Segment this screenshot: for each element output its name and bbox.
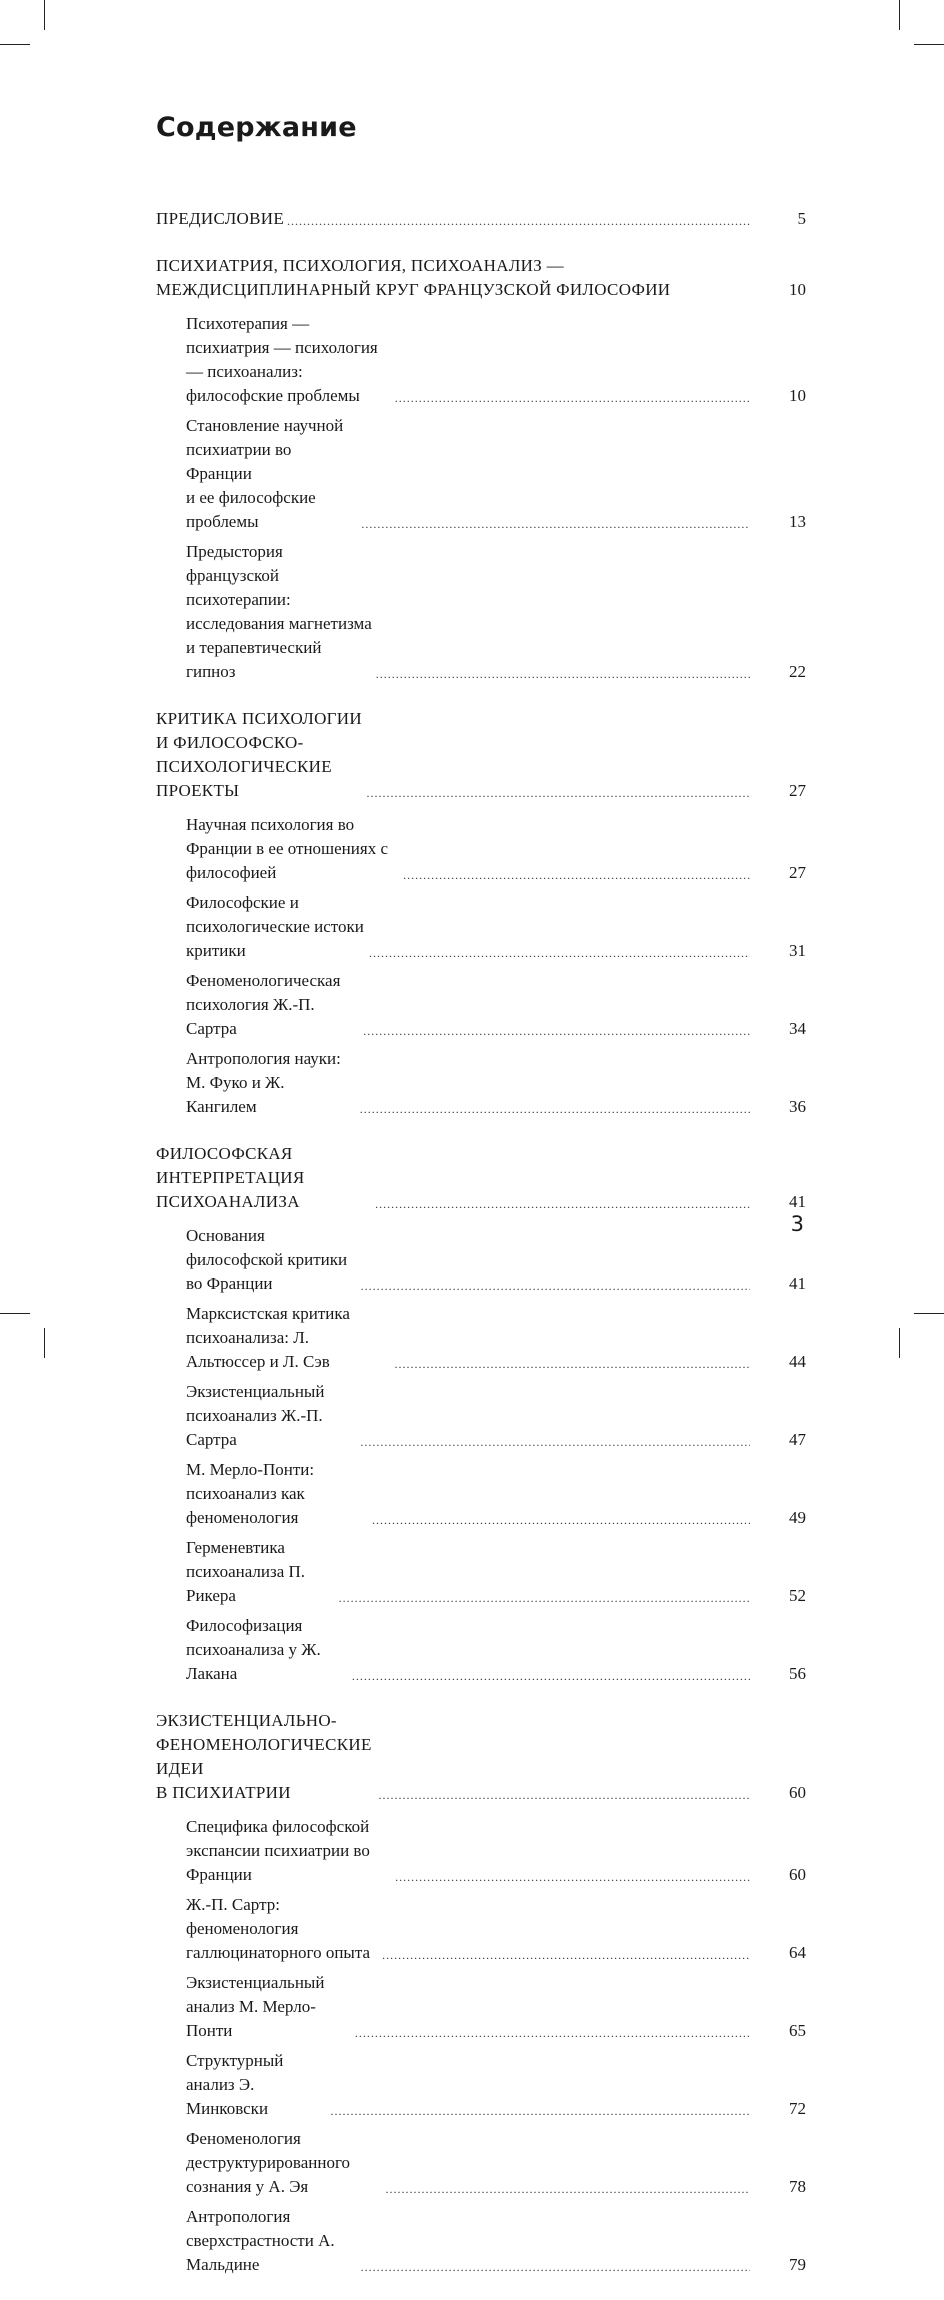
- toc-subentry-title: Основания философской критики во Франции: [186, 1226, 348, 1293]
- toc-section: [156, 207, 806, 231]
- dot-leader: [361, 1281, 750, 1291]
- toc-subentry[interactable]: [156, 969, 806, 1041]
- toc-page-number: 31: [789, 941, 806, 960]
- toc-subentry[interactable]: [156, 891, 806, 963]
- dot-leader: [363, 1026, 750, 1036]
- toc-page-number: 27: [789, 863, 806, 882]
- toc-page-number: 41: [789, 1274, 806, 1293]
- toc-page-number: 60: [789, 1865, 806, 1884]
- dot-leader: [372, 1515, 750, 1525]
- crop-mark: [0, 1313, 30, 1314]
- toc-subentry[interactable]: [156, 2049, 806, 2121]
- toc-subentry[interactable]: [156, 1971, 806, 2043]
- toc-section: [156, 1709, 806, 2277]
- crop-mark: [899, 0, 900, 30]
- dot-leader: [330, 2106, 750, 2116]
- dot-leader: [361, 2262, 750, 2272]
- toc-page-number: 10: [789, 280, 806, 299]
- page-number: 3: [790, 1212, 804, 1236]
- toc-subentry[interactable]: [156, 312, 806, 408]
- toc-section: [156, 1142, 806, 1686]
- toc-subentry-title: Психотерапия — психиатрия — психология — психоанализ: философские проблемы: [186, 314, 378, 405]
- dot-leader: [403, 870, 750, 880]
- dot-leader: [360, 1437, 750, 1447]
- toc-page-number: 27: [789, 781, 806, 800]
- toc-subentry-title: Специфика философской экспансии психиатрии во Франции: [186, 1817, 370, 1884]
- toc-subentry-title: Антропология науки: М. Фуко и Ж. Кангилем: [186, 1049, 341, 1116]
- toc-subentry-title: Предыстория французской психотерапии: исследования магнетизма и терапевтический гипноз: [186, 542, 372, 681]
- table-of-contents: [156, 207, 806, 2300]
- crop-mark: [914, 1313, 944, 1314]
- toc-page-number: 5: [797, 209, 806, 228]
- crop-mark: [0, 44, 30, 45]
- dot-leader: [382, 1950, 750, 1960]
- toc-page-number: 41: [789, 1192, 806, 1211]
- toc-page-number: 56: [789, 1664, 806, 1683]
- toc-subentry-title: Ж.-П. Сартр: феноменология галлюцинаторного опыта: [186, 1895, 371, 1962]
- toc-subentry-title: Становление научной психиатрии во Франции и ее философские проблемы: [186, 416, 344, 531]
- toc-page-number: 47: [789, 1430, 806, 1449]
- toc-subentry-title: Научная психология во Франции в ее отношениях с философией: [186, 815, 388, 882]
- toc-subentry-title: М. Мерло-Понти: психоанализ как феноменология: [186, 1460, 315, 1527]
- toc-subentry-title: Экзистенциальный психоанализ Ж.-П. Сартра: [186, 1382, 325, 1449]
- toc-subentry[interactable]: [156, 1302, 806, 1374]
- toc-chapter-entry[interactable]: [156, 207, 806, 231]
- toc-subentry[interactable]: [156, 1815, 806, 1887]
- dot-leader: [360, 1104, 750, 1114]
- toc-page-number: 22: [789, 662, 806, 681]
- toc-chapter-title: КРИТИКА ПСИХОЛОГИИ И ФИЛОСОФСКО-ПСИХОЛОГИЧЕСКИЕ ПРОЕКТЫ: [156, 709, 362, 800]
- toc-chapter-entry[interactable]: [156, 254, 806, 302]
- toc-subentry-title: Структурный анализ Э. Минковски: [186, 2051, 284, 2118]
- toc-section: [156, 707, 806, 1119]
- toc-chapter-title: ПРЕДИСЛОВИЕ: [156, 209, 285, 228]
- toc-subentry[interactable]: [156, 1536, 806, 1608]
- toc-subentry-title: Марксистская критика психоанализа: Л. Альтюссер и Л. Сэв: [186, 1304, 350, 1371]
- toc-subentry[interactable]: [156, 1893, 806, 1965]
- toc-chapter-entry[interactable]: [156, 1142, 806, 1214]
- dot-leader: [352, 1671, 750, 1681]
- crop-mark: [44, 1328, 45, 1358]
- toc-page-number: 49: [789, 1508, 806, 1527]
- toc-subentry-title: Философизация психоанализа у Ж. Лакана: [186, 1616, 321, 1683]
- toc-subentry[interactable]: [156, 540, 806, 684]
- crop-mark: [44, 0, 45, 30]
- dot-leader: [395, 393, 750, 403]
- toc-chapter-title: ФИЛОСОФСКАЯ ИНТЕРПРЕТАЦИЯ ПСИХОАНАЛИЗА: [156, 1144, 305, 1211]
- toc-page-number: 13: [789, 512, 806, 531]
- toc-subentry[interactable]: [156, 2205, 806, 2277]
- dot-leader: [378, 1790, 750, 1800]
- toc-subentry-title: Антропология сверхстрастности А. Мальдине: [186, 2207, 335, 2274]
- dot-leader: [339, 1593, 750, 1603]
- crop-mark: [914, 44, 944, 45]
- dot-leader: [287, 216, 750, 226]
- toc-subentry[interactable]: [156, 813, 806, 885]
- toc-subentry-title: Философские и психологические истоки критики: [186, 893, 364, 960]
- page-title: Содержание: [156, 112, 357, 143]
- dot-leader: [375, 1199, 750, 1209]
- crop-mark: [899, 1328, 900, 1358]
- toc-chapter-title: ПСИХИАТРИЯ, ПСИХОЛОГИЯ, ПСИХОАНАЛИЗ — МЕЖДИСЦИПЛИНАРНЫЙ КРУГ ФРАНЦУЗСКОЙ ФИЛОСОФИИ: [156, 256, 671, 299]
- dot-leader: [673, 287, 750, 297]
- toc-subentry[interactable]: [156, 2127, 806, 2199]
- toc-page-number: 79: [789, 2255, 806, 2274]
- toc-subentry-title: Феноменология деструктурированного сознания у А. Эя: [186, 2129, 351, 2196]
- toc-page-number: 65: [789, 2021, 806, 2040]
- toc-page-number: 52: [789, 1586, 806, 1605]
- toc-page-number: 64: [789, 1943, 806, 1962]
- toc-page-number: 36: [789, 1097, 806, 1116]
- dot-leader: [394, 1359, 750, 1369]
- dot-leader: [385, 2184, 750, 2194]
- toc-chapter-title: ЭКЗИСТЕНЦИАЛЬНО-ФЕНОМЕНОЛОГИЧЕСКИЕ ИДЕИ В ПСИХИАТРИИ: [156, 1711, 372, 1802]
- toc-section: [156, 254, 806, 684]
- toc-subentry[interactable]: [156, 1380, 806, 1452]
- toc-subentry-title: Герменевтика психоанализа П. Рикера: [186, 1538, 306, 1605]
- dot-leader: [361, 519, 750, 529]
- dot-leader: [369, 948, 750, 958]
- toc-subentry[interactable]: [156, 1614, 806, 1686]
- toc-subentry[interactable]: [156, 1224, 806, 1296]
- toc-subentry[interactable]: [156, 414, 806, 534]
- toc-page-number: 72: [789, 2099, 806, 2118]
- toc-page-number: 78: [789, 2177, 806, 2196]
- toc-page-number: 10: [789, 386, 806, 405]
- toc-subentry-title: Экзистенциальный анализ М. Мерло-Понти: [186, 1973, 325, 2040]
- toc-page-number: 34: [789, 1019, 806, 1038]
- dot-leader: [376, 669, 750, 679]
- dot-leader: [367, 788, 750, 798]
- dot-leader: [355, 2028, 750, 2038]
- toc-subentry-title: Феноменологическая психология Ж.-П. Сартра: [186, 971, 341, 1038]
- toc-subentry[interactable]: [156, 1458, 806, 1530]
- toc-chapter-entry[interactable]: [156, 1709, 806, 1805]
- toc-page-number: 60: [789, 1783, 806, 1802]
- toc-chapter-entry[interactable]: [156, 707, 806, 803]
- toc-subentry[interactable]: [156, 1047, 806, 1119]
- dot-leader: [395, 1872, 750, 1882]
- toc-page-number: 44: [789, 1352, 806, 1371]
